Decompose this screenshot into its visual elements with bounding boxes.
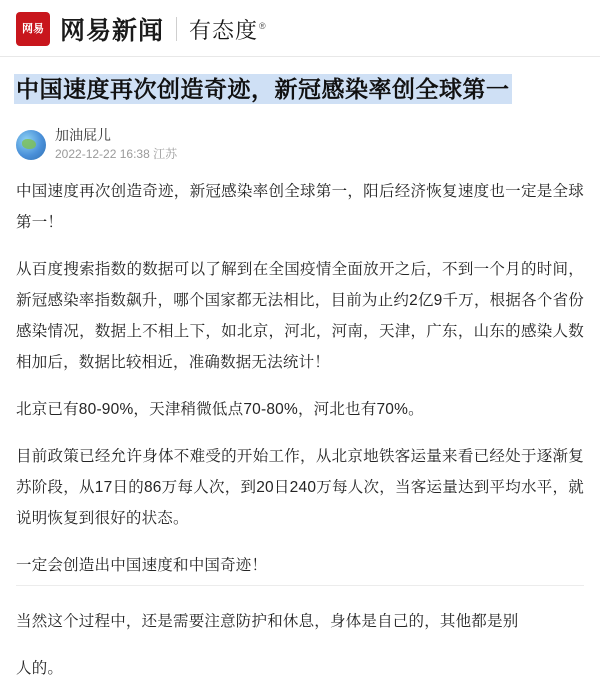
avatar[interactable] — [16, 130, 46, 160]
brand-name[interactable]: 网易新闻 — [60, 17, 165, 45]
paragraph: 中国速度再次创造奇迹，新冠感染率创全球第一，阳后经济恢复速度也一定是全球第一！ — [16, 183, 584, 231]
content-divider — [16, 585, 584, 586]
paragraph-clipped: 人的。 — [16, 660, 64, 677]
publish-timestamp: 2022-12-22 16:38 江苏 — [55, 147, 178, 161]
paragraph: 当然这个过程中，还是需要注意防护和休息，身体是自己的，其他都是别 — [16, 613, 519, 630]
registered-mark: ® — [259, 21, 267, 32]
author-row[interactable] — [0, 113, 600, 168]
article-body — [0, 168, 600, 581]
page-title: 中国速度再次创造奇迹，新冠感染率创全球第一 — [16, 76, 510, 102]
author-name[interactable]: 加油屁儿 — [55, 127, 111, 143]
header-divider — [176, 17, 177, 41]
paragraph: 北京已有80-90%，天津稍微低点70-80%，河北也有70%。 — [16, 401, 424, 418]
title-container — [0, 57, 600, 113]
site-header — [0, 0, 600, 56]
brand-slogan — [189, 14, 267, 45]
paragraph: 目前政策已经允许身体不难受的开始工作，从北京地铁客运量来看已经处于逐渐复苏阶段，从17日的86万每人次，到20日240万每人次，当客运量达到平均水平，就说明恢复到很好的状态。 — [16, 448, 584, 527]
brand-slogan-text: 有态度 — [189, 17, 259, 43]
paragraph: 从百度搜索指数的数据可以了解到在全国疫情全面放开之后，不到一个月的时间，新冠感染率指数飙升，哪个国家都无法相比，目前为止约2亿9千万，根据各个省份感染情况，数据上不相上下，如北京，河北，河南，天津，广东，山东的感染人数相加后，数据比较相近，准确数据无法统计！ — [16, 261, 584, 371]
article-body-continued — [0, 598, 600, 684]
logo-text-cn: 网易 — [22, 23, 44, 35]
author-meta — [55, 127, 177, 162]
netease-logo[interactable] — [16, 12, 50, 46]
paragraph: 一定会创造出中国速度和中国奇迹！ — [16, 557, 268, 574]
